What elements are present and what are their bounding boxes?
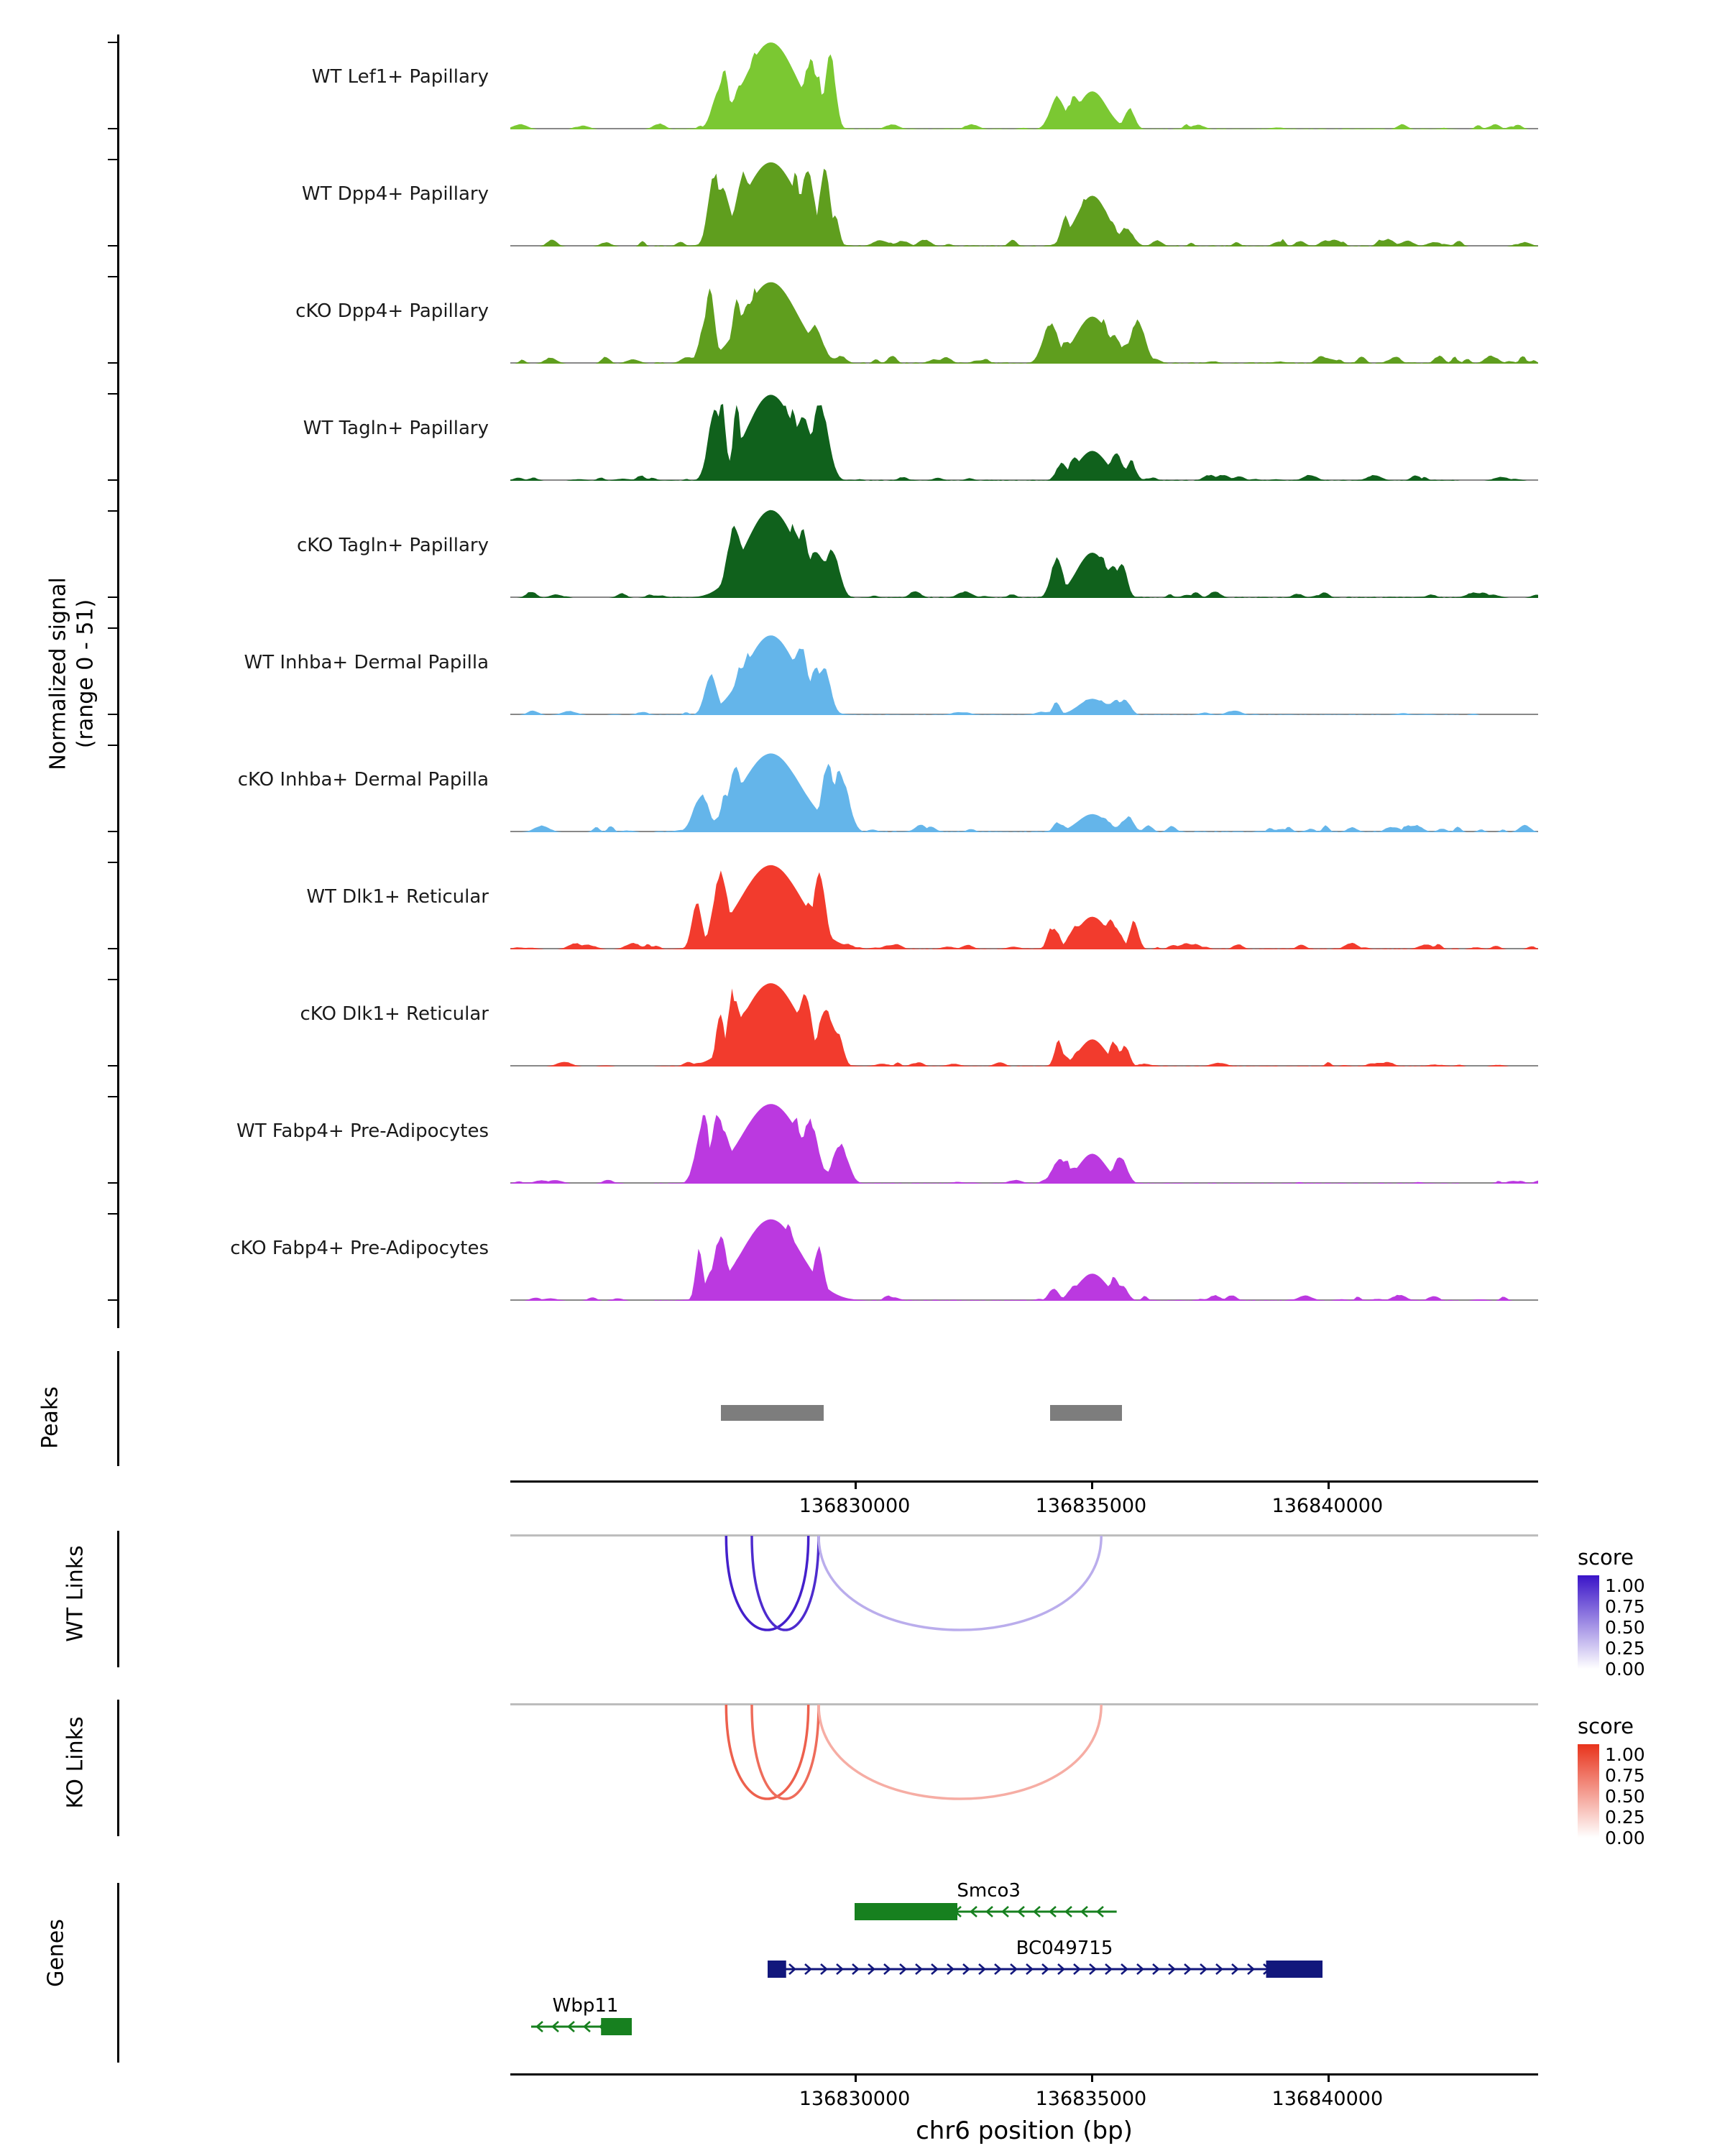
track-label-6: cKO Inhba+ Dermal Papilla (237, 769, 489, 791)
signal-axis-tick-top-8 (108, 979, 119, 980)
wt-legend-labels (1605, 1575, 1645, 1680)
wt-legend-label-4: 0.00 (1605, 1659, 1645, 1680)
signal-axis-tick-top-3 (108, 393, 119, 395)
signal-axis-tick-top-6 (108, 745, 119, 746)
genomic-axis-bottom-tick-2 (1328, 2073, 1330, 2082)
genomic-axis-top-tick-label-1: 136835000 (1035, 1495, 1147, 1517)
coverage-track-8 (510, 972, 1538, 1067)
wt-links-axis-line (117, 1531, 119, 1667)
signal-axis-tick-7 (108, 948, 119, 949)
signal-axis-tick-top-9 (108, 1096, 119, 1097)
track-label-3: WT Tagln+ Papillary (303, 418, 489, 439)
gene-label-bc049715: BC049715 (1016, 1938, 1113, 1959)
ko-legend-label-1: 0.75 (1605, 1765, 1645, 1786)
track-label-0: WT Lef1+ Papillary (311, 66, 489, 88)
gene-bc049715 (768, 1955, 1322, 1984)
signal-axis-tick-10 (108, 1299, 119, 1301)
ko-links-arcs (510, 1703, 1538, 1843)
genomic-axis-top-tick-2 (1328, 1480, 1330, 1489)
wt-legend-label-0: 1.00 (1605, 1575, 1645, 1596)
genomic-axis-top-tick-0 (855, 1480, 857, 1489)
peaks-label: Peaks (37, 1386, 63, 1449)
genomic-axis-bottom (510, 2073, 1538, 2076)
genomic-axis-top-tick-label-0: 136830000 (799, 1495, 911, 1517)
track-label-5: WT Inhba+ Dermal Papilla (244, 652, 489, 673)
track-label-4: cKO Tagln+ Papillary (296, 535, 489, 556)
peaks-axis-line (117, 1351, 119, 1466)
signal-axis-tick-4 (108, 596, 119, 598)
track-label-7: WT Dlk1+ Reticular (306, 886, 489, 908)
genes-axis-line (117, 1883, 119, 2063)
wt-links-arcs (510, 1534, 1538, 1674)
signal-axis-tick-8 (108, 1065, 119, 1067)
genomic-axis-bottom-tick-label-2: 136840000 (1271, 2088, 1384, 2110)
coverage-track-1 (510, 152, 1538, 247)
coverage-track-0 (510, 34, 1538, 129)
y-axis-label-line1: Normalized signal (45, 577, 71, 770)
gene-label-wbp11: Wbp11 (552, 1995, 619, 2017)
coverage-track-5 (510, 620, 1538, 715)
wt-legend-title: score (1578, 1545, 1634, 1570)
ko-links-label: KO Links (63, 1716, 88, 1809)
y-axis-label-line2: (range 0 - 51) (73, 599, 98, 749)
wt-legend-label-2: 0.50 (1605, 1617, 1645, 1638)
coverage-track-9 (510, 1089, 1538, 1184)
gene-label-smco3: Smco3 (957, 1880, 1021, 1902)
signal-axis-tick-top-10 (108, 1213, 119, 1215)
track-label-10: cKO Fabp4+ Pre-Adipocytes (230, 1238, 489, 1259)
coverage-track-6 (510, 737, 1538, 832)
peak-region-1 (1050, 1405, 1122, 1421)
coverage-track-10 (510, 1206, 1538, 1301)
signal-axis-tick-top-7 (108, 862, 119, 863)
genomic-axis-bottom-tick-label-0: 136830000 (799, 2088, 911, 2110)
wt-legend-gradient (1578, 1575, 1599, 1669)
ko-legend-labels (1605, 1744, 1645, 1848)
ko-legend-label-4: 0.00 (1605, 1828, 1645, 1848)
genomic-axis-bottom-tick-label-1: 136835000 (1035, 2088, 1147, 2110)
track-label-2: cKO Dpp4+ Papillary (295, 300, 489, 322)
track-label-1: WT Dpp4+ Papillary (301, 183, 489, 205)
genomic-axis-bottom-tick-1 (1091, 2073, 1093, 2082)
gene-smco3 (855, 1897, 1117, 1926)
signal-axis-tick-top-5 (108, 627, 119, 629)
signal-axis-tick-9 (108, 1182, 119, 1184)
signal-axis-tick-top-4 (108, 510, 119, 512)
ko-links-axis-line (117, 1700, 119, 1836)
y-axis-label-signal (45, 459, 99, 890)
signal-axis-tick-3 (108, 479, 119, 481)
signal-axis-line (117, 34, 119, 1328)
signal-axis-tick-2 (108, 362, 119, 364)
wt-legend-label-3: 0.25 (1605, 1638, 1645, 1659)
genomic-axis-bottom-tick-0 (855, 2073, 857, 2082)
signal-axis-tick-6 (108, 831, 119, 832)
genomic-axis-top-tick-1 (1091, 1480, 1093, 1489)
genomic-axis-top (510, 1480, 1538, 1483)
ko-legend-gradient (1578, 1744, 1599, 1838)
signal-axis-tick-top-0 (108, 42, 119, 43)
coverage-track-7 (510, 854, 1538, 949)
ko-legend-title: score (1578, 1714, 1634, 1738)
x-axis-label: chr6 position (bp) (916, 2116, 1133, 2145)
wt-links-legend (1578, 1545, 1725, 1680)
peak-region-0 (721, 1405, 824, 1421)
gene-wbp11 (531, 2012, 632, 2041)
ko-links-legend (1578, 1714, 1725, 1848)
signal-axis-tick-top-2 (108, 276, 119, 277)
coverage-track-3 (510, 386, 1538, 481)
signal-axis-tick-0 (108, 128, 119, 129)
genes-label: Genes (43, 1919, 69, 1987)
coverage-track-4 (510, 503, 1538, 598)
track-label-9: WT Fabp4+ Pre-Adipocytes (236, 1120, 489, 1142)
ko-legend-label-3: 0.25 (1605, 1807, 1645, 1828)
signal-axis-tick-top-1 (108, 159, 119, 160)
ko-legend-label-0: 1.00 (1605, 1744, 1645, 1765)
track-label-8: cKO Dlk1+ Reticular (300, 1003, 489, 1025)
ko-legend-label-2: 0.50 (1605, 1786, 1645, 1807)
wt-legend-label-1: 0.75 (1605, 1596, 1645, 1617)
coverage-track-2 (510, 269, 1538, 364)
signal-axis-tick-1 (108, 245, 119, 247)
signal-axis-tick-5 (108, 714, 119, 715)
wt-links-label: WT Links (63, 1545, 88, 1642)
genomic-axis-top-tick-label-2: 136840000 (1271, 1495, 1384, 1517)
